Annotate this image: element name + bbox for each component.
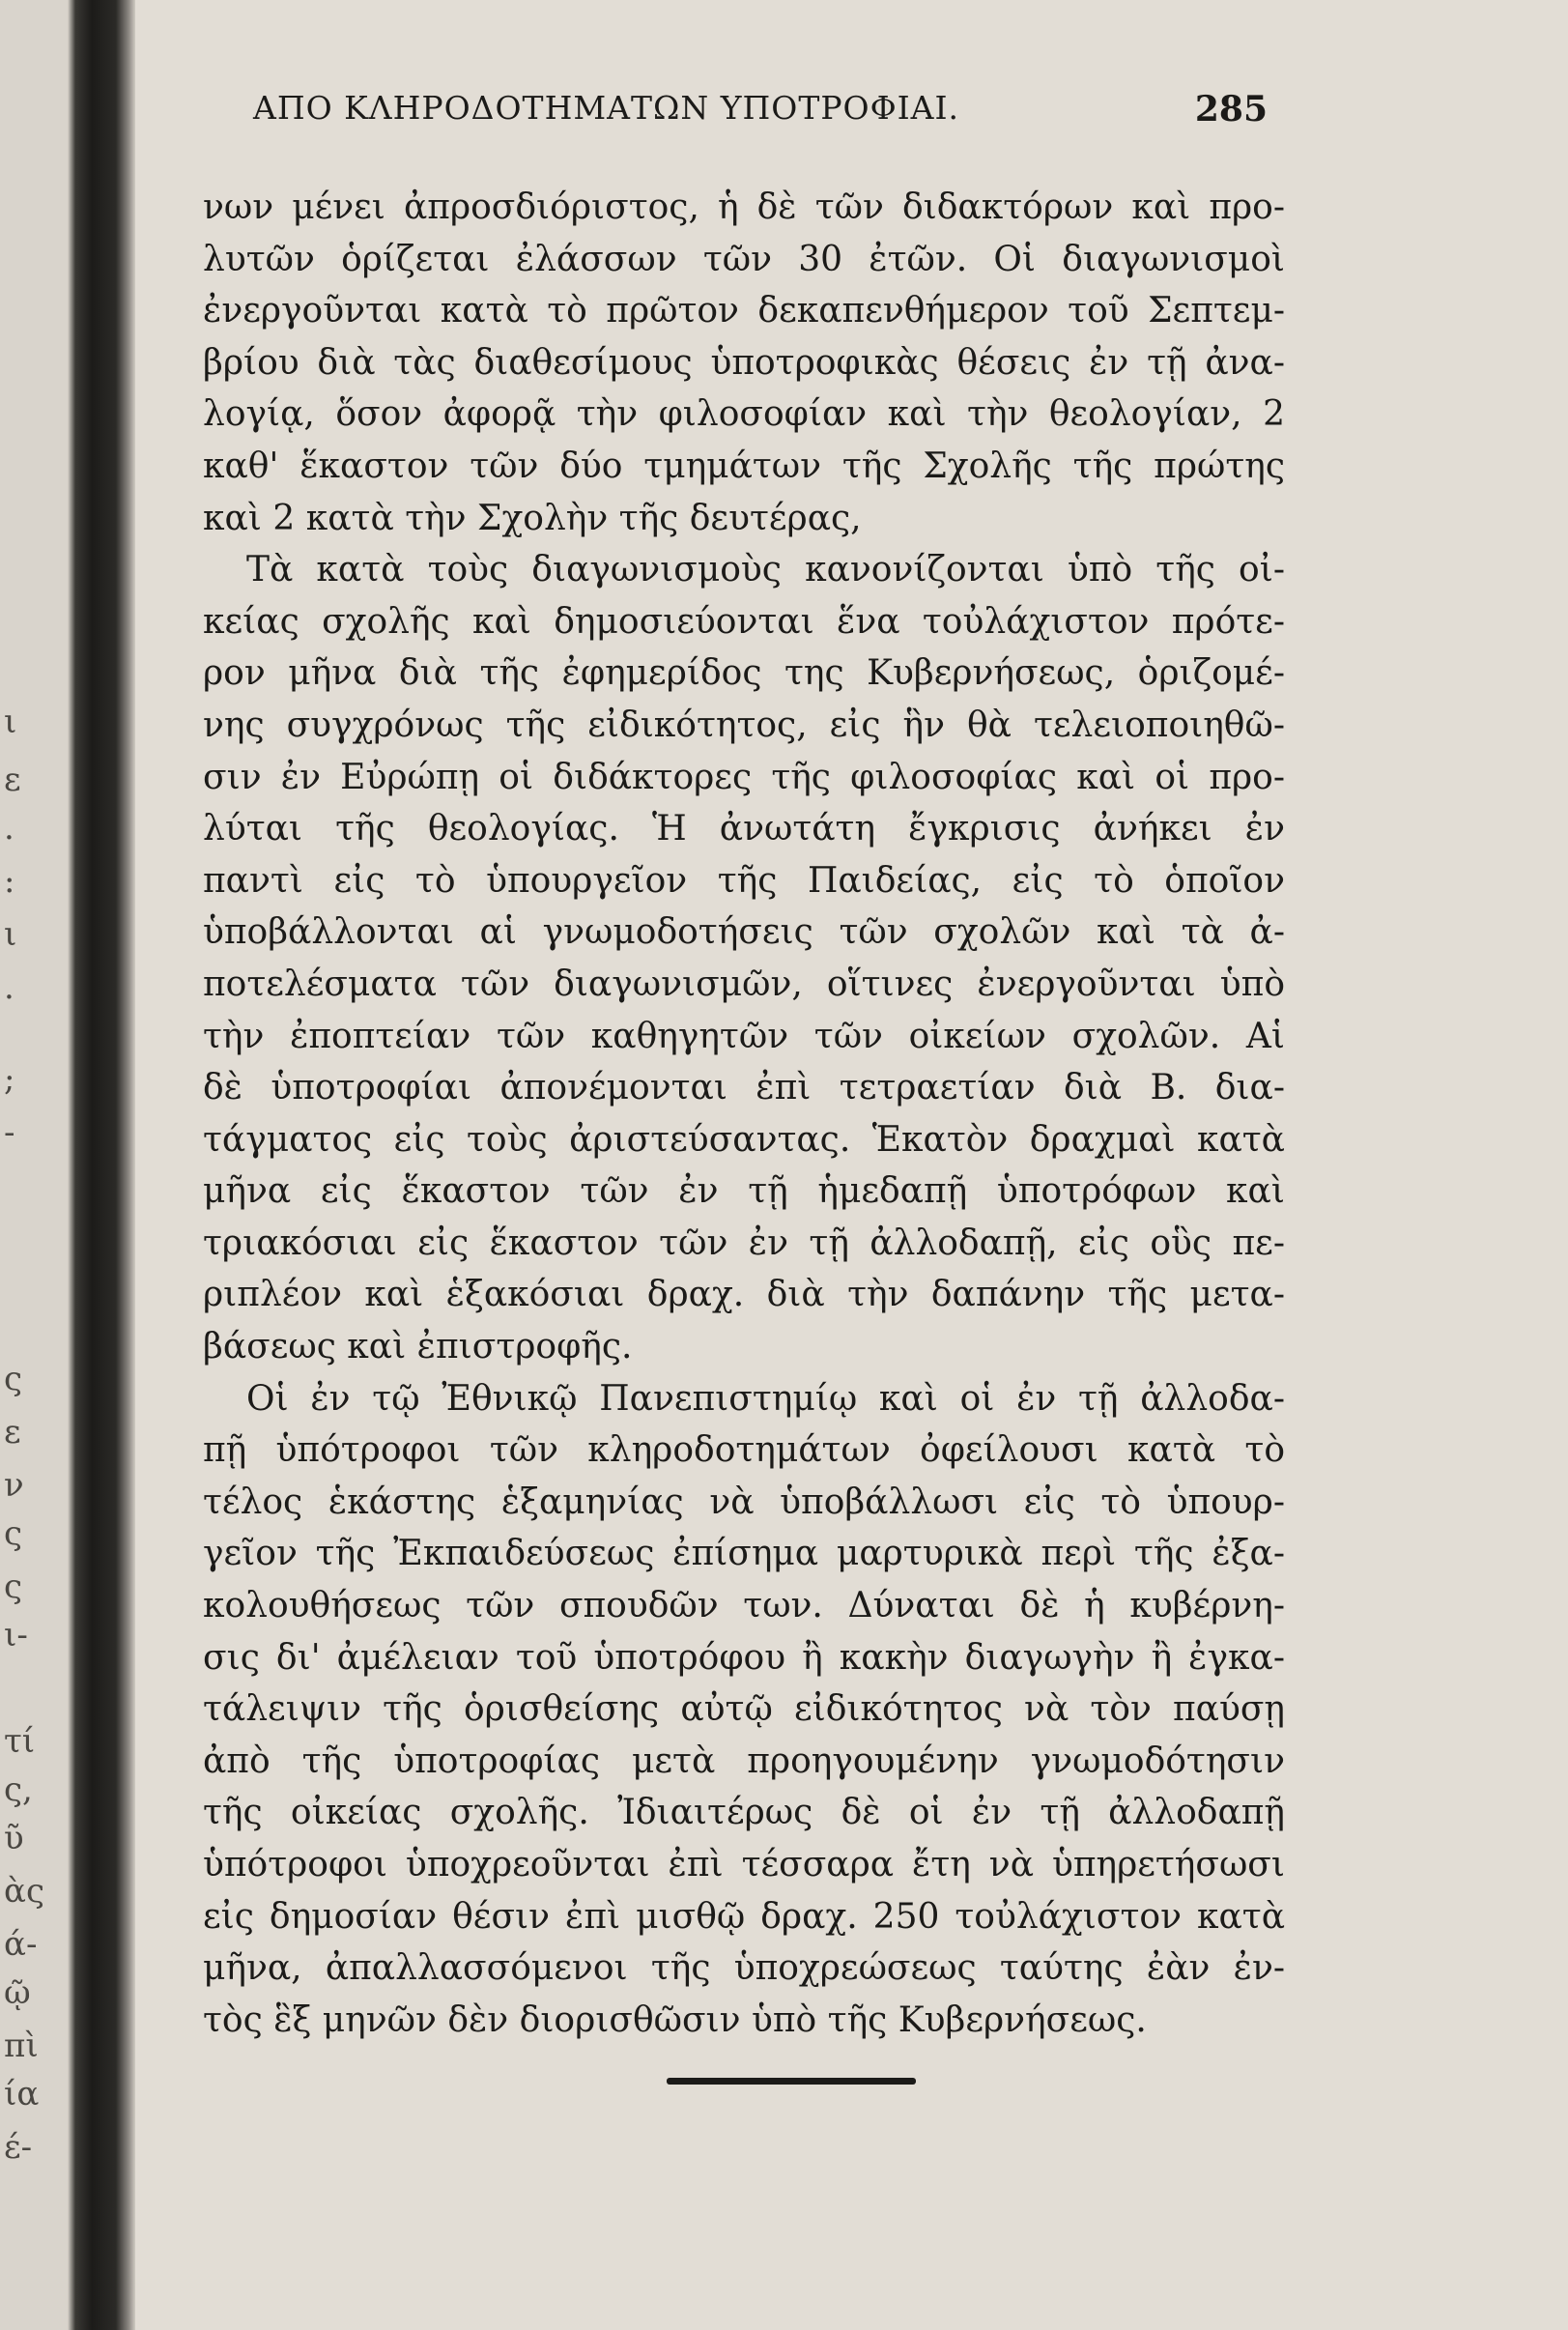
facing-page-fragment: ι- [4,1616,28,1654]
facing-page-fragment: ά- [4,1925,38,1964]
text-line: μῆνα εἰς ἕκαστον τῶν ἐν τῇ ἡμεδαπῇ ὑποτρόφων καὶ [203,1171,1285,1212]
facing-page-fragment: . [4,968,14,1007]
facing-page-fragment: ι [4,703,17,741]
text-line: τάλειψιν τῆς ὁρισθείσης αὐτῷ εἰδικότητος νὰ τὸν παύσῃ [203,1689,1285,1730]
text-line: εἰς δημοσίαν θέσιν ἐπὶ μισθῷ δραχ. 250 τοὐλάχιστον κατὰ [203,1896,1285,1937]
page-header [253,89,1268,137]
text-line: τέλος ἑκάστης ἑξαμηνίας νὰ ὑποβάλλωσι εἰς τὸ ὑπουρ- [203,1481,1285,1522]
section-end-rule [667,2078,916,2085]
text-line: τῆς οἰκείας σχολῆς. Ἰδιαιτέρως δὲ οἱ ἐν τῇ ἀλλοδαπῇ [203,1793,1285,1833]
facing-page-fragment: ς [4,1514,23,1553]
text-line: πῇ ὑπότροφοι τῶν κληροδοτημάτων ὀφείλουσι κατὰ τὸ [203,1430,1285,1471]
text-line: ποτελέσματα τῶν διαγωνισμῶν, οἵτινες ἐνεργοῦνται ὑπὸ [203,964,1285,1004]
text-line: μῆνα, ἀπαλλασσόμενοι τῆς ὑποχρεώσεως ταύτης ἐὰν ἐν- [203,1948,1285,1989]
text-line: τὸς ἓξ μηνῶν δὲν διορισθῶσιν ὑπὸ τῆς Κυβερνήσεως. [203,1999,1147,2040]
running-head: ΑΠΟ ΚΛΗΡΟΔΟΤΗΜΑΤΩΝ ΥΠΟΤΡΟΦΙΑΙ. [253,89,960,127]
text-line: γεῖον τῆς Ἐκπαιδεύσεως ἐπίσημα μαρτυρικὰ περὶ τῆς ἐξα- [203,1534,1285,1574]
paragraph-start-line: Οἱ ἐν τῷ Ἐθνικῷ Πανεπιστημίῳ καὶ οἱ ἐν τῇ ἀλλοδα- [246,1378,1285,1419]
page-number: 285 [1194,89,1268,129]
text-line: καὶ 2 κατὰ τὴν Σχολὴν τῆς δευτέρας, [203,498,862,538]
text-line: κείας σχολῆς καὶ δημοσιεύονται ἕνα τοὐλάχιστον πρότε- [203,601,1285,642]
facing-page-fragment: πὶ [4,2027,39,2065]
paragraph-start-line: Τὰ κατὰ τοὺς διαγωνισμοὺς κανονίζονται ὑπὸ τῆς οἰ- [246,550,1285,590]
text-line: νων μένει ἀπροσδιόριστος, ἡ δὲ τῶν διδακτόρων καὶ προ- [203,187,1285,227]
facing-page-fragment: ῦ [4,1819,24,1857]
facing-page-fragment: ι [4,915,17,954]
text-line: ριπλέον καὶ ἑξακόσιαι δραχ. διὰ τὴν δαπάνην τῆς μετα- [203,1275,1285,1315]
text-line: ἐνεργοῦνται κατὰ τὸ πρῶτον δεκαπενθήμερον τοῦ Σεπτεμ- [203,291,1285,331]
text-line: νης συγχρόνως τῆς εἰδικότητος, εἰς ἣν θὰ τελειοποιηθῶ- [203,705,1285,745]
text-line: παντὶ εἰς τὸ ὑπουργεῖον τῆς Παιδείας, εἰς τὸ ὁποῖον [203,860,1285,901]
text-line: ὑποβάλλονται αἱ γνωμοδοτήσεις τῶν σχολῶν καὶ τὰ ἀ- [203,912,1285,953]
facing-page-fragment: . [4,809,14,848]
text-line: σιν ἐν Εὐρώπῃ οἱ διδάκτορες τῆς φιλοσοφίας καὶ οἱ προ- [203,757,1285,797]
facing-page-fragment: τί [4,1722,36,1761]
text-line: λύται τῆς θεολογίας. Ἡ ἀνωτάτη ἔγκρισις ἀνήκει ἐν [203,809,1285,849]
text-line: δὲ ὑποτροφίαι ἀπονέμονται ἐπὶ τετραετίαν διὰ Β. δια- [203,1068,1285,1108]
text-line: τριακόσιαι εἰς ἕκαστον τῶν ἐν τῇ ἀλλοδαπῇ, εἰς οὓς πε- [203,1223,1285,1263]
text-line: ρον μῆνα διὰ τῆς ἐφημερίδος της Κυβερνήσεως, ὁριζομέ- [203,653,1285,694]
text-line: λυτῶν ὁρίζεται ἐλάσσων τῶν 30 ἐτῶν. Οἱ διαγωνισμοὶ [203,239,1285,279]
facing-page-fragment: : [4,862,15,901]
text-line: βρίου διὰ τὰς διαθεσίμους ὑποτροφικὰς θέσεις ἐν τῇ ἀνα- [203,342,1285,383]
facing-page-fragment: ς [4,1568,23,1606]
text-line: κολουθήσεως τῶν σπουδῶν των. Δύναται δὲ ἡ κυβέρνη- [203,1586,1285,1626]
facing-page-margin [0,0,68,2330]
facing-page-fragment: ν [4,1466,24,1505]
text-line: καθ' ἕκαστον τῶν δύο τμημάτων τῆς Σχολῆς τῆς πρώτης [203,446,1285,486]
facing-page-fragment: - [4,1113,15,1152]
facing-page-fragment: ; [4,1060,15,1099]
facing-page-fragment: έ- [4,2128,33,2167]
text-line: ὑπότροφοι ὑποχρεοῦνται ἐπὶ τέσσαρα ἔτη νὰ ὑπηρετήσωσι [203,1845,1285,1884]
facing-page-fragment: ς [4,1360,23,1398]
facing-page-fragment: ία [4,2075,40,2114]
text-line: ἀπὸ τῆς ὑποτροφίας μετὰ προηγουμένην γνωμοδότησιν [203,1740,1285,1781]
facing-page-fragment: ὰς [4,1872,45,1911]
text-line: σις δι' ἀμέλειαν τοῦ ὑποτρόφου ἢ κακὴν διαγωγὴν ἢ ἐγκα- [203,1637,1285,1678]
facing-page-fragment: ς, [4,1770,33,1809]
body-text [203,182,1285,2046]
facing-page-fragment: ῷ [4,1973,31,2012]
facing-page-fragment: ε [4,761,21,799]
facing-page-fragment: ε [4,1413,21,1452]
text-line: λογίᾳ, ὅσον ἀφορᾷ τὴν φιλοσοφίαν καὶ τὴν θεολογίαν, 2 [203,394,1285,435]
text-line: τὴν ἐποπτείαν τῶν καθηγητῶν τῶν οἰκείων σχολῶν. Αἱ [203,1016,1285,1056]
text-line: τάγματος εἰς τοὺς ἀριστεύσαντας. Ἑκατὸν δραχμαὶ κατὰ [203,1119,1285,1160]
text-line: βάσεως καὶ ἐπιστροφῆς. [203,1327,633,1367]
